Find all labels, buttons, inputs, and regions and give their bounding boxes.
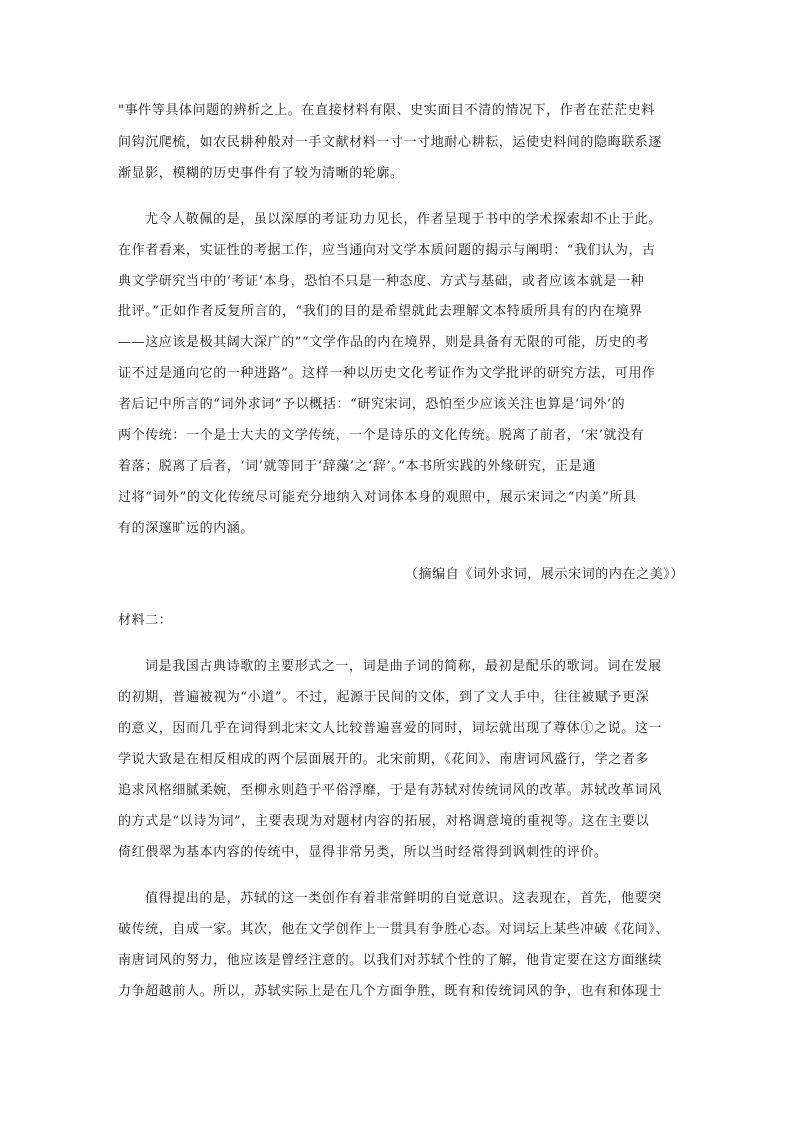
source-attribution: （摘编自《词外求词，展示宋词的内在之美》） (404, 567, 684, 582)
text-line: 的初期，普遍被视为“小道”。不过，起源于民间的文体，到了文人手中，往往被赋予更深 (118, 690, 650, 705)
text-line: 典文学研究当中的‘考证’本身，恐怕不只是一种态度、方式与基础，或者应该本就是一种 (118, 274, 645, 289)
text-line: 批评。”正如作者反复所言的，“我们的目的是希望就此去理解文本特质所具有的内在境界 (118, 304, 643, 319)
text-line: 证不过是通向它的一种进路”。这样一种以历史文化考证作为文学批评的研究方法，可用作 (118, 366, 656, 381)
text-line: 在作者看来，实证性的考据工作，应当通向对文学本质问题的揭示与阐明：“我们认为，古 (118, 243, 656, 258)
text-line: 者后记中所言的“词外求词”予以概括：“研究宋词，恐怕至少应该关注也算是‘词外’的 (118, 397, 626, 412)
text-line: 过将“词外”的文化传统尽可能充分地纳入对词体本身的观照中，展示宋词之“内美”所具 (118, 490, 637, 505)
text-line: "事件等具体问题的辨析之上。在直接材料有限、史实面目不清的情况下，作者在茫茫史料 (118, 103, 655, 118)
text-line: 追求风格细腻柔婉，至柳永则趋于平俗浮靡，于是有苏轼对传统词风的改革。苏轼改革词风 (118, 783, 663, 798)
text-line: 着落；脱离了后者，‘词’就等同于‘辞藻’之‘辞’。”本书所实践的外缘研究，正是通 (118, 459, 596, 474)
text-line: ——这应该是极其阔大深广的”“文学作品的内在境界，则是具备有无限的可能，历史的考 (118, 335, 650, 350)
text-line: 的方式是“以诗为词”，主要表现为对题材内容的拓展，对格调意境的重视等。这在主要以 (118, 814, 650, 829)
text-line: 倚红偎翠为基本内容的传统中，显得非常另类，所以当时经常得到讽刺性的评价。 (118, 845, 608, 860)
text-line: 的意义，因而几乎在词得到北宋文人比较普遍喜爱的同时，词坛就出现了尊体①之说。这一 (118, 721, 663, 736)
text-line: 值得提出的是，苏轼的这一类创作有着非常鲜明的自觉意识。这表现在，首先，他要突 (145, 891, 662, 906)
text-line: 学说大致是在相反相成的两个层面展开的。北宋前期，《花间》、南唐词风盛行，学之者多 (118, 752, 650, 767)
section-heading: 材料二： (118, 613, 173, 628)
text-line: 尤令人敬佩的是，虽以深厚的考证功力见长，作者呈现于书中的学术探索却不止于此。 (145, 212, 662, 227)
text-line: 间钩沉爬梳，如农民耕种般对一手文献材料一寸一寸地耐心耕耘，运使史料间的隐晦联系逐 (118, 135, 663, 150)
text-line: 渐显影，模糊的历史事件有了较为清晰的轮廓。 (118, 166, 404, 181)
text-line: 词是我国古典诗歌的主要形式之一，词是曲子词的简称，最初是配乐的歌词。词在发展 (145, 659, 662, 674)
text-line: 南唐词风的努力，他应该是曾经注意的。以我们对苏轼个性的了解，他肯定要在这方面继续 (118, 953, 663, 968)
text-line: 破传统，自成一家。其次，他在文学创作上一贯具有争胜心态。对词坛上某些冲破《花间》、 (118, 922, 670, 937)
text-line: 有的深邃旷远的内涵。 (118, 521, 255, 536)
text-line: 两个传统：一个是士大夫的文学传统，一个是诗乐的文化传统。脱离了前者，‘宋’就没有 (118, 428, 645, 443)
text-line: 力争超越前人。所以，苏轼实际上是在几个方面争胜，既有和传统词风的争，也有和体现士 (118, 984, 663, 999)
